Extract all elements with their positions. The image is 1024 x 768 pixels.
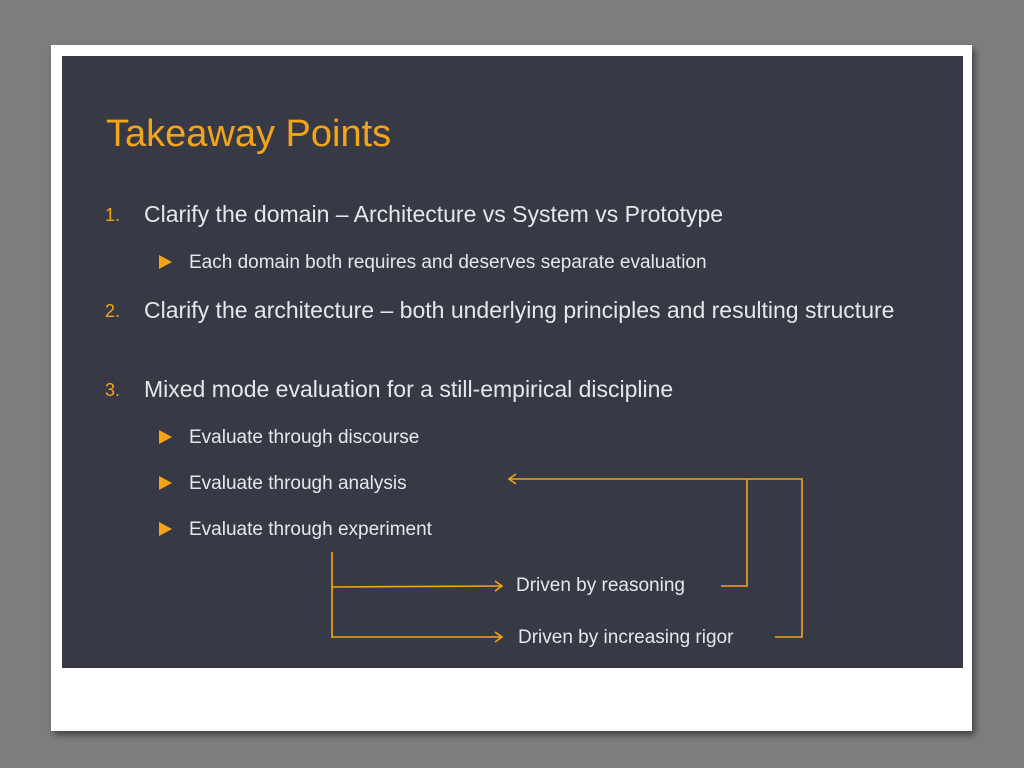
arrow-to-rigor (332, 587, 502, 637)
connector-arrows (62, 56, 963, 668)
list-number: 1. (105, 205, 121, 225)
slide (62, 56, 963, 668)
list-item-text: Clarify the architecture – both underlying principles and resulting structure (144, 297, 895, 323)
list-number: 3. (105, 380, 121, 400)
sub-item-text: Evaluate through experiment (189, 519, 432, 540)
annotation-reasoning: Driven by reasoning (516, 575, 685, 596)
arrow-rigor-to-analysis (509, 479, 802, 637)
arrow-reasoning-to-analysis (721, 479, 747, 586)
slide-title: Takeaway Points (106, 113, 392, 155)
list-item-text: Mixed mode evaluation for a still-empirical discipline (144, 376, 674, 402)
list-item-text: Clarify the domain – Architecture vs System vs Prototype (144, 201, 724, 227)
sub-item-text: Evaluate through analysis (189, 473, 407, 494)
arrow-to-reasoning (332, 552, 502, 587)
sub-item-text: Evaluate through discourse (189, 427, 420, 448)
sub-item-text: Each domain both requires and deserves separate evaluation (189, 252, 707, 273)
slide-frame (51, 45, 972, 731)
annotation-rigor: Driven by increasing rigor (518, 627, 734, 648)
list-number: 2. (105, 301, 121, 321)
